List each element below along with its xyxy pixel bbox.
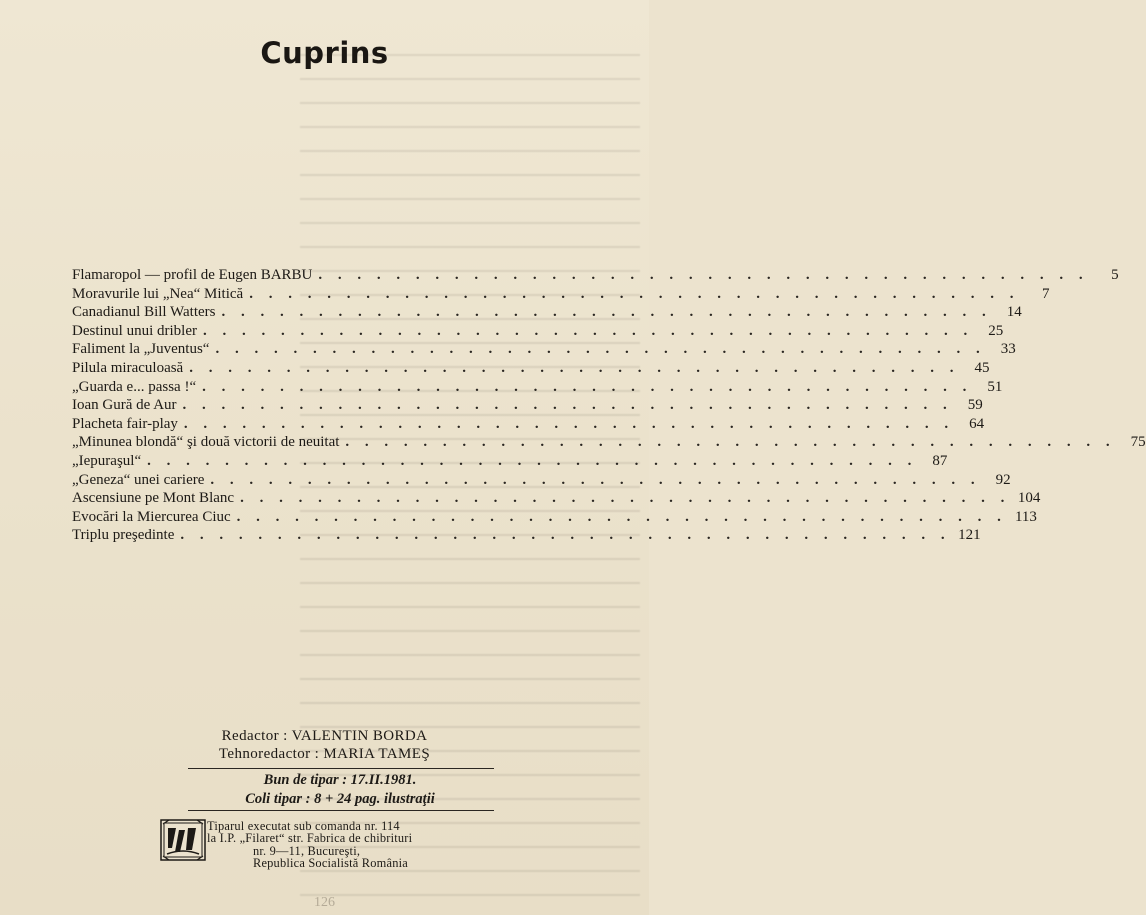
toc-entry-title: Destinul unui dribler: [72, 322, 197, 339]
toc-leader-dots: . . . . . . . . . . . . . . . . . . . . . . . . . . . . . . . . . . . . . . . .: [240, 490, 1011, 507]
toc-entry: [72, 452, 948, 471]
toc-leader-dots: . . . . . . . . . . . . . . . . . . . . . . . . . . . . . . . . . . . . . . . .: [215, 341, 986, 358]
toc-entry-page: 104: [1017, 490, 1041, 507]
toc-leader-dots: . . . . . . . . . . . . . . . . . . . . . . . . . . . . . . . . . . . . . . . .: [189, 359, 960, 376]
toc-leader-dots: . . . . . . . . . . . . . . . . . . . . . . . . . . . . . . . . . . . . . . . .: [182, 397, 953, 414]
toc-entry-title: Moravurile lui „Nea“ Mitică: [72, 285, 244, 302]
toc-entry-page: 33: [1000, 341, 1016, 358]
imprint-line-2: la I.P. „Filaret“ str. Fabrica de chibrituri: [207, 831, 413, 846]
toc-entry-page: 92: [995, 471, 1011, 488]
print-sheets: Coli tipar : 8 + 24 pag. ilustraţii: [245, 790, 435, 807]
toc-entry: [72, 322, 1004, 341]
toc-entry-page: 113: [1014, 508, 1037, 525]
page-title: Cuprins: [260, 36, 389, 70]
toc-entry-title: Evocări la Miercurea Ciuc: [72, 508, 231, 525]
toc-entry-page: 14: [1006, 304, 1022, 321]
toc-leader-dots: . . . . . . . . . . . . . . . . . . . . . . . . . . . . . . . . . . . . . . . .: [249, 285, 1020, 302]
toc-entry: [72, 471, 1011, 490]
toc-entry-page: 87: [932, 452, 948, 469]
toc-entry: [72, 433, 1146, 452]
toc-entry-title: Canadianul Bill Watters: [72, 304, 216, 321]
toc-entry: [72, 396, 983, 415]
toc-entry-title: Flamaropol — profil de Eugen BARBU: [72, 267, 313, 283]
toc-entry-title: Ioan Gură de Aur: [72, 397, 177, 414]
toc-entry: [72, 415, 985, 434]
page-number: 126: [314, 895, 335, 910]
toc-entry-title: Triplu preşedinte: [72, 527, 175, 544]
table-of-contents: [72, 266, 1146, 545]
print-approval-date: Bun de tipar : 17.II.1981.: [263, 772, 417, 788]
toc-entry-page: 75: [1130, 434, 1146, 451]
toc-entry-title: Placheta fair-play: [72, 415, 178, 432]
imprint-line-4: Republica Socialistă România: [253, 856, 408, 871]
imprint-block: [207, 820, 507, 870]
toc-entry-page: 7: [1041, 285, 1050, 302]
toc-entry-page: 64: [969, 415, 985, 432]
toc-leader-dots: . . . . . . . . . . . . . . . . . . . . . . . . . . . . . . . . . . . . . . . .: [147, 452, 918, 469]
toc-entry: [72, 508, 1037, 527]
toc-entry-title: Pilula miraculoasă: [72, 359, 184, 376]
toc-leader-dots: . . . . . . . . . . . . . . . . . . . . . . . . . . . . . . . . . . . . . . . .: [183, 415, 955, 432]
toc-entry: [72, 526, 981, 545]
toc-leader-dots: . . . . . . . . . . . . . . . . . . . . . . . . . . . . . . . . . . . . . . . .: [202, 322, 974, 339]
editor-credit: Redactor : VALENTIN BORDA: [221, 728, 428, 744]
toc-entry-page: 59: [967, 397, 983, 414]
toc-entry-page: 51: [987, 378, 1003, 395]
toc-entry: [72, 378, 1003, 397]
toc-entry: [72, 303, 1022, 322]
toc-entry-page: 121: [958, 527, 981, 544]
toc-entry: [72, 359, 990, 378]
toc-entry-title: „Iepuraşul“: [72, 452, 142, 469]
toc-leader-dots: . . . . . . . . . . . . . . . . . . . . . . . . . . . . . . . . . . . . . . . .: [221, 304, 992, 321]
print-info: [190, 771, 490, 808]
toc-entry: [72, 285, 1050, 304]
toc-entry-title: Faliment la „Juventus“: [72, 341, 210, 358]
toc-entry-title: „Geneza“ unei cariere: [72, 471, 205, 488]
toc-leader-dots: . . . . . . . . . . . . . . . . . . . . . . . . . . . . . . . . . . . . . . . .: [236, 508, 1007, 525]
imprint-line-3: nr. 9—11, Bucureşti,: [253, 843, 361, 858]
toc-entry: [72, 340, 1016, 359]
toc-entry-page: 5: [1111, 267, 1119, 283]
toc-entry: [72, 266, 1119, 285]
toc-leader-dots: . . . . . . . . . . . . . . . . . . . . . . . . . . . . . . . . . . . . . . . .: [180, 527, 951, 544]
toc-entry-title: Ascensiune pe Mont Blanc: [72, 490, 235, 507]
rule-bottom: [188, 810, 494, 811]
technical-editor-credit: Tehnoredactor : MARIA TAMEŞ: [218, 746, 431, 762]
toc-leader-dots: . . . . . . . . . . . . . . . . . . . . . . . . . . . . . . . . . . . . . . . .: [345, 434, 1116, 451]
toc-entry-title: „Guarda e... passa !“: [72, 378, 197, 395]
imprint-line-1: Tiparul executat sub comanda nr. 114: [207, 819, 400, 833]
toc-entry-title: „Minunea blondă“ şi două victorii de neuitat: [72, 434, 340, 451]
toc-leader-dots: . . . . . . . . . . . . . . . . . . . . . . . . . . . . . . . . . . . . . . . .: [210, 471, 981, 488]
toc-leader-dots: . . . . . . . . . . . . . . . . . . . . . . . . . . . . . . . . . . . . . . . .: [318, 267, 1089, 283]
toc-entry: [72, 489, 1041, 508]
toc-entry-page: 45: [974, 359, 990, 376]
credits-block: [0, 727, 649, 763]
rule-top: [188, 768, 494, 769]
toc-entry-page: 25: [988, 322, 1004, 339]
toc-leader-dots: . . . . . . . . . . . . . . . . . . . . . . . . . . . . . . . . . . . . . . . .: [202, 378, 973, 395]
printer-logo-icon: [159, 818, 207, 862]
